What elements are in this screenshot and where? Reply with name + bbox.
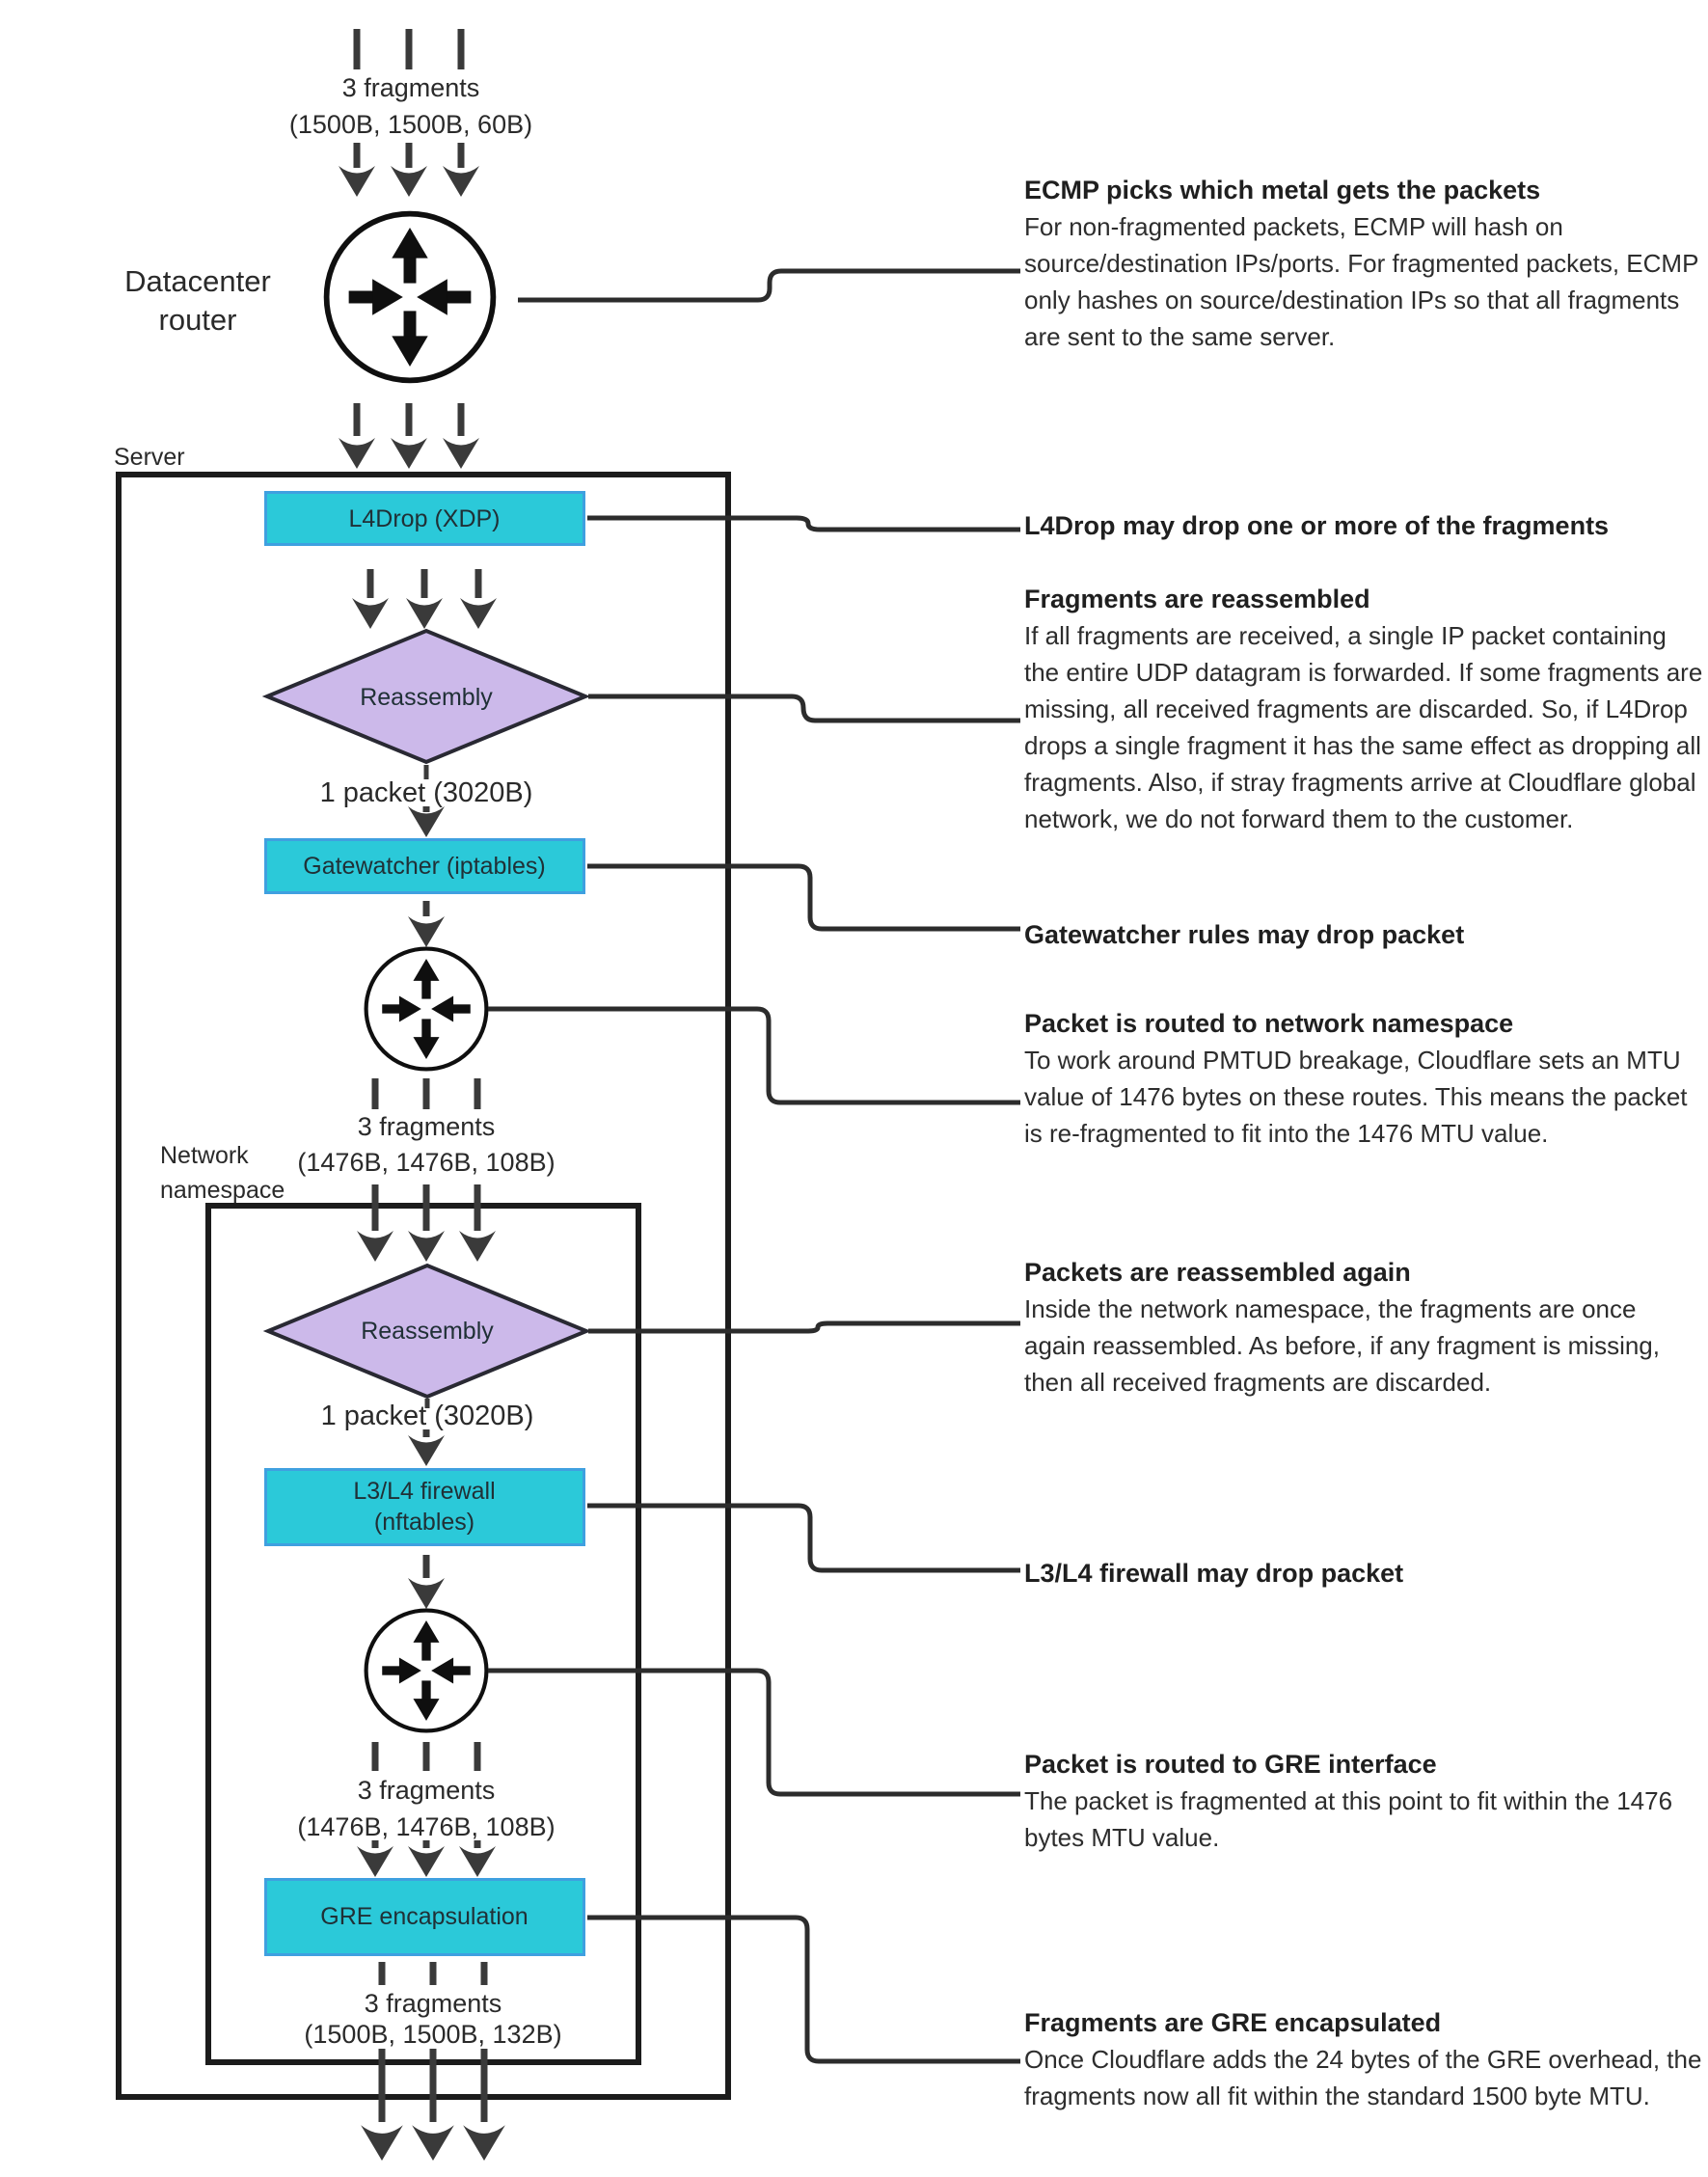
route-icon-gre — [366, 1611, 487, 1731]
datacenter-router-label: Datacenter router — [124, 264, 271, 337]
packet-2-label: 1 packet (3020B) — [320, 1401, 534, 1431]
fragment-dashes-top — [357, 29, 461, 69]
route-icon-namespace — [366, 949, 487, 1070]
reassembly-2-label: Reassembly — [361, 1318, 494, 1345]
annotation-body: The packet is fragmented at this point to fit within the 1476 bytes MTU value. — [1024, 1786, 1673, 1852]
server-label: Server — [114, 444, 185, 471]
annotation-gatewatcher — [1024, 916, 1704, 953]
l4drop-label: L4Drop (XDP) — [348, 505, 501, 532]
fragments-top-sizes: (1500B, 1500B, 60B) — [288, 110, 533, 139]
annotation-title: Fragments are reassembled — [1024, 585, 1370, 613]
arrows-router-to-server — [339, 403, 479, 469]
annotation-reassembled-again — [1024, 1254, 1704, 1401]
arrow-packet-to-firewall — [408, 1429, 445, 1466]
firewall-label — [353, 1476, 495, 1538]
fragment-dashes-2 — [375, 1078, 477, 1109]
arrows-out-bottom — [361, 2049, 505, 2161]
fragments-4-sizes: (1500B, 1500B, 132B) — [304, 2020, 562, 2049]
fragments-3-label: 3 fragments — [357, 1776, 496, 1805]
arrows-into-gre — [357, 1840, 496, 1877]
annotation-body: For non-fragmented packets, ECMP will hash on source/destination IPs/ports. For fragmented packets, ECMP only hashes on source/destination IPs so that all fragments are sent to the same server. — [1024, 212, 1698, 351]
annotation-routed-gre — [1024, 1746, 1704, 1856]
fragments-3-sizes: (1476B, 1476B, 108B) — [297, 1812, 556, 1841]
annotation-firewall — [1024, 1555, 1704, 1592]
arrows-l4drop-to-reassembly — [352, 569, 497, 629]
annotation-body: If all fragments are received, a single IP packet containing the entire UDP datagram is forwarded. If some fragments are missing, all received fragments are discarded. So, if L4Drop drops a single fragment it has the same effect as dropping all fragments. Also, if stray fragments arrive at Cloudflare global network, we do not forward them to the customer. — [1024, 621, 1703, 833]
annotation-title: Fragments are GRE encapsulated — [1024, 2008, 1442, 2037]
arrow-gatewatcher-to-router — [408, 901, 445, 947]
gre-label: GRE encapsulation — [320, 1903, 529, 1930]
annotation-title: L4Drop may drop one or more of the fragments — [1024, 511, 1610, 540]
arrows-into-namespace — [357, 1184, 496, 1262]
arrow-packet-to-gatewatcher — [408, 806, 445, 837]
arrows-into-router — [339, 143, 479, 197]
annotation-body: Once Cloudflare adds the 24 bytes of the GRE overhead, the fragments now all fit within the standard 1500 byte MTU. — [1024, 2045, 1702, 2110]
datacenter-router-icon — [327, 214, 494, 381]
fragment-dashes-3 — [375, 1742, 477, 1771]
annotation-title: Gatewatcher rules may drop packet — [1024, 920, 1465, 949]
firewall-label-line2: (nftables) — [373, 1509, 475, 1536]
annotation-routed-namespace — [1024, 1005, 1704, 1152]
network-namespace-label: Network namespace — [160, 1142, 285, 1204]
annotation-title: Packet is routed to GRE interface — [1024, 1750, 1437, 1779]
annotation-gre-encapsulated — [1024, 2004, 1704, 2114]
annotation-title: ECMP picks which metal gets the packets — [1024, 176, 1541, 204]
arrow-firewall-to-router — [408, 1555, 445, 1609]
fragments-top-label: 3 fragments — [341, 73, 480, 102]
annotation-title: Packets are reassembled again — [1024, 1258, 1411, 1287]
annotation-title: L3/L4 firewall may drop packet — [1024, 1559, 1404, 1588]
annotation-body: Inside the network namespace, the fragments are once again reassembled. As before, if any fragment is missing, then all received fragments are discarded. — [1024, 1294, 1660, 1397]
packet-1-label: 1 packet (3020B) — [319, 777, 533, 808]
annotation-reassembled — [1024, 581, 1704, 837]
fragments-4-label: 3 fragments — [364, 1989, 502, 2018]
fragments-2-label: 3 fragments — [357, 1112, 496, 1141]
fragment-dashes-4 — [382, 1962, 484, 1985]
annotation-l4drop — [1024, 507, 1704, 544]
annotation-ecmp — [1024, 172, 1704, 355]
reassembly-1-label: Reassembly — [360, 684, 493, 711]
firewall-label-line1: L3/L4 firewall — [353, 1478, 496, 1505]
annotation-body: To work around PMTUD breakage, Cloudflare sets an MTU value of 1476 bytes on these routes. This means the packet is re-fragmented to fit into the 1476 MTU value. — [1024, 1046, 1688, 1148]
gatewatcher-label: Gatewatcher (iptables) — [303, 853, 546, 880]
annotation-connectors — [488, 271, 1020, 2061]
fragments-2-sizes: (1476B, 1476B, 108B) — [297, 1148, 556, 1177]
annotation-title: Packet is routed to network namespace — [1024, 1009, 1514, 1038]
